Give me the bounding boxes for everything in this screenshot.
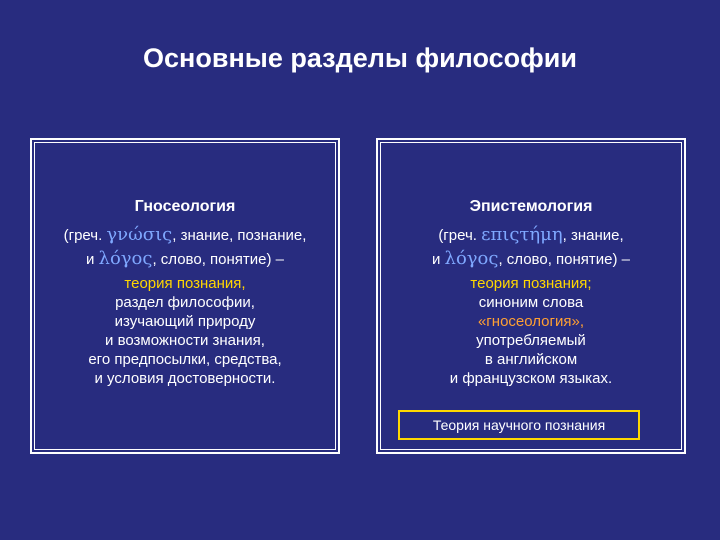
epistemology-etymology-line-2: [378, 247, 684, 272]
gnoseology-definition-line-8: и условия достоверности.: [94, 370, 276, 387]
epistemology-definition-line-7: в английском: [484, 351, 578, 368]
epistemology-content: [378, 198, 684, 388]
epistemology-greek-word: επιςτήμη: [481, 224, 563, 245]
epistemology-heading: Эпистемология: [469, 198, 593, 215]
epistemology-line2-prefix: и: [431, 251, 445, 268]
gnoseology-line1-prefix: (греч.: [63, 227, 107, 244]
gnoseology-definition-highlight: теория познания,: [124, 275, 246, 292]
gnoseology-line2-prefix: и: [85, 251, 99, 268]
epistemology-definition-highlight: теория познания;: [470, 275, 592, 292]
gnoseology-greek-word: γνώσις: [106, 224, 173, 245]
gnoseology-definition-line-6: и возможности знания,: [105, 332, 265, 349]
scientific-knowledge-note: Теория научного познания: [398, 410, 640, 440]
epistemology-line1-prefix: (греч.: [438, 227, 482, 244]
epistemology-etymology-line-1: [378, 224, 684, 247]
gnoseology-line1-suffix: , знание, познание,: [172, 227, 307, 244]
epistemology-definition-line-6: употребляемый: [476, 332, 586, 349]
epistemology-definition-line-4: синоним слова: [478, 294, 584, 311]
epistemology-line2-suffix: , слово, понятие) –: [498, 251, 630, 268]
gnoseology-panel: [30, 138, 340, 454]
epistemology-gnoseology-term: «гносеология»,: [477, 313, 585, 330]
slide-title: Основные разделы философии: [143, 43, 577, 73]
epistemology-logos-word: λόγος: [444, 248, 499, 269]
epistemology-line1-suffix: , знание,: [562, 227, 624, 244]
gnoseology-logos-word: λόγος: [98, 248, 153, 269]
gnoseology-etymology-line-2: [32, 247, 338, 272]
gnoseology-etymology-line-1: [32, 224, 338, 247]
gnoseology-content: [32, 198, 338, 388]
epistemology-definition-line-8: и французском языках.: [449, 370, 613, 387]
epistemology-panel: [376, 138, 686, 454]
gnoseology-definition-line-5: изучающий природу: [114, 313, 256, 330]
gnoseology-line2-suffix: , слово, понятие) –: [152, 251, 284, 268]
gnoseology-definition-line-4: раздел философии,: [115, 294, 255, 311]
gnoseology-definition-line-7: его предпосылки, средства,: [88, 351, 282, 368]
gnoseology-heading: Гносеология: [134, 198, 236, 215]
